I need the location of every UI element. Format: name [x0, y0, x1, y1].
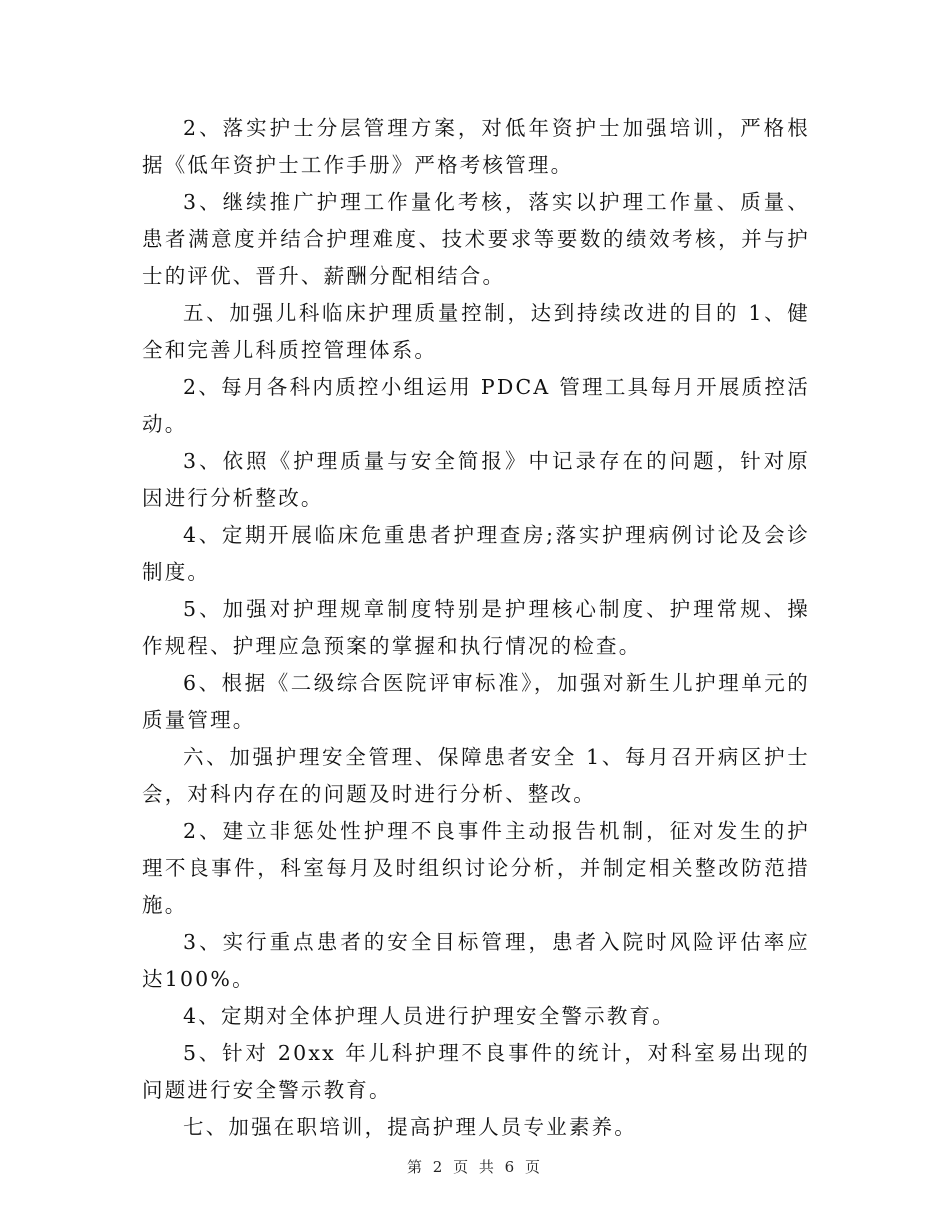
- document-body: [142, 110, 810, 1146]
- paragraph: 6、根据《二级综合医院评审标准》，加强对新生儿护理单元的质量管理。: [142, 671, 810, 732]
- paragraph: 3、实行重点患者的安全目标管理，患者入院时风险评估率应达100%。: [142, 930, 810, 991]
- paragraph: 3、继续推广护理工作量化考核，落实以护理工作量、质量、患者满意度并结合护理难度、技术要求等要数的绩效考核，并与护士的评优、晋升、薪酬分配相结合。: [142, 190, 810, 288]
- paragraph: 5、针对 20xx 年儿科护理不良事件的统计，对科室易出现的问题进行安全警示教育。: [142, 1041, 810, 1102]
- paragraph: 3、依照《护理质量与安全简报》中记录存在的问题，针对原因进行分析整改。: [142, 449, 810, 510]
- paragraph: 4、定期对全体护理人员进行护理安全警示教育。: [183, 1004, 675, 1028]
- paragraph: 4、定期开展临床危重患者护理查房;落实护理病例讨论及会诊制度。: [142, 523, 810, 584]
- page-number-footer: 第 2 页 共 6 页: [407, 1158, 543, 1176]
- paragraph: 2、每月各科内质控小组运用 PDCA 管理工具每月开展质控活动。: [142, 375, 810, 436]
- paragraph: 六、加强护理安全管理、保障患者安全 1、每月召开病区护士会，对科内存在的问题及时进行分析、整改。: [142, 745, 810, 806]
- paragraph: 五、加强儿科临床护理质量控制，达到持续改进的目的 1、健全和完善儿科质控管理体系。: [142, 301, 810, 362]
- paragraph: 5、加强对护理规章制度特别是护理核心制度、护理常规、操作规程、护理应急预案的掌握和执行情况的检查。: [142, 597, 810, 658]
- paragraph: 2、建立非惩处性护理不良事件主动报告机制，征对发生的护理不良事件，科室每月及时组织讨论分析，并制定相关整改防范措施。: [142, 819, 810, 917]
- paragraph: 七、加强在职培训，提高护理人员专业素养。: [183, 1115, 637, 1139]
- paragraph: 2、落实护士分层管理方案，对低年资护士加强培训，严格根据《低年资护士工作手册》严格考核管理。: [142, 116, 810, 177]
